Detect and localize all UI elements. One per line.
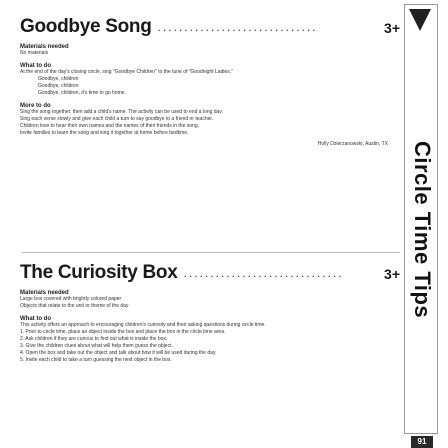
chapter-title: Circle Time Tips (410, 141, 435, 319)
curiosity-box-section (20, 262, 400, 364)
section-title: Goodbye Song (20, 16, 152, 37)
section-title-row (20, 262, 400, 284)
materials-text: Objects that relate to the unit or theme of the day (20, 303, 129, 309)
instruction-step: 2. Ask children if they are curious to find out what is inside the box. (20, 336, 168, 342)
materials-heading: Materials needed (20, 44, 69, 50)
more-to-do-heading: More to do (20, 103, 51, 109)
title-leader-dots: .............................. (157, 20, 318, 34)
more-text: Sing the song together, then add a child's name. The activity can be used to end a long day. (20, 109, 223, 115)
more-text: Invite families to learn the song and sing it together at home before bedtime. (20, 130, 189, 136)
title-leader-dots: .............................. (183, 266, 344, 280)
chapter-side-tab (404, 4, 438, 434)
materials-text: No materials (20, 50, 49, 56)
instruction-step: 4. Open the box and take out the object and talk about how it will be used during the day. (20, 350, 217, 356)
song-lyric: Goodbye, children, it's time to go home. (38, 90, 126, 96)
what-to-do-heading: What to do (20, 63, 51, 69)
age-badge: 3+ (384, 20, 400, 36)
section-title-row (20, 16, 400, 38)
song-lyric: Goodbye, children (38, 83, 79, 89)
page-number: 91 (411, 436, 433, 448)
instruction-text: At the end of the day's closing circle, sing "Goodbye Children" to the tune of "Goodnight Ladies." (20, 69, 233, 75)
materials-heading: Materials needed (20, 290, 69, 296)
materials-text: Large box covered with brightly colored paper (20, 296, 122, 302)
instruction-text: This activity offers an approach to encouraging children's curiosity and their asking questions during circle time. (20, 322, 266, 328)
book-page (6, 4, 400, 444)
section-divider (22, 252, 400, 253)
arrow-down-icon (409, 9, 431, 31)
goodbye-song-section (20, 16, 400, 147)
section-title: The Curiosity Box (20, 262, 178, 283)
more-text: Sing each verse slowly and give each child a turn to say goodbye to a friend or teacher. (20, 116, 214, 122)
author-signature: Holly Dzierzanowski, Austin, TX (317, 141, 388, 147)
instruction-step: 5. Invite each child to take a turn guessing the next object in the box. (20, 357, 172, 363)
what-to-do-heading: What to do (20, 316, 51, 322)
more-text: Children love to hear their own names and the names of their friends in the song. (20, 123, 199, 129)
age-badge: 3+ (384, 266, 400, 282)
instruction-step: 1. Prior to circle time, place an object inside the box and place the box in the circle time area. (20, 329, 226, 335)
song-lyric: Goodbye, children (38, 76, 79, 82)
instruction-step: 3. Give the children clues about what will help them guess the object. (20, 343, 173, 349)
